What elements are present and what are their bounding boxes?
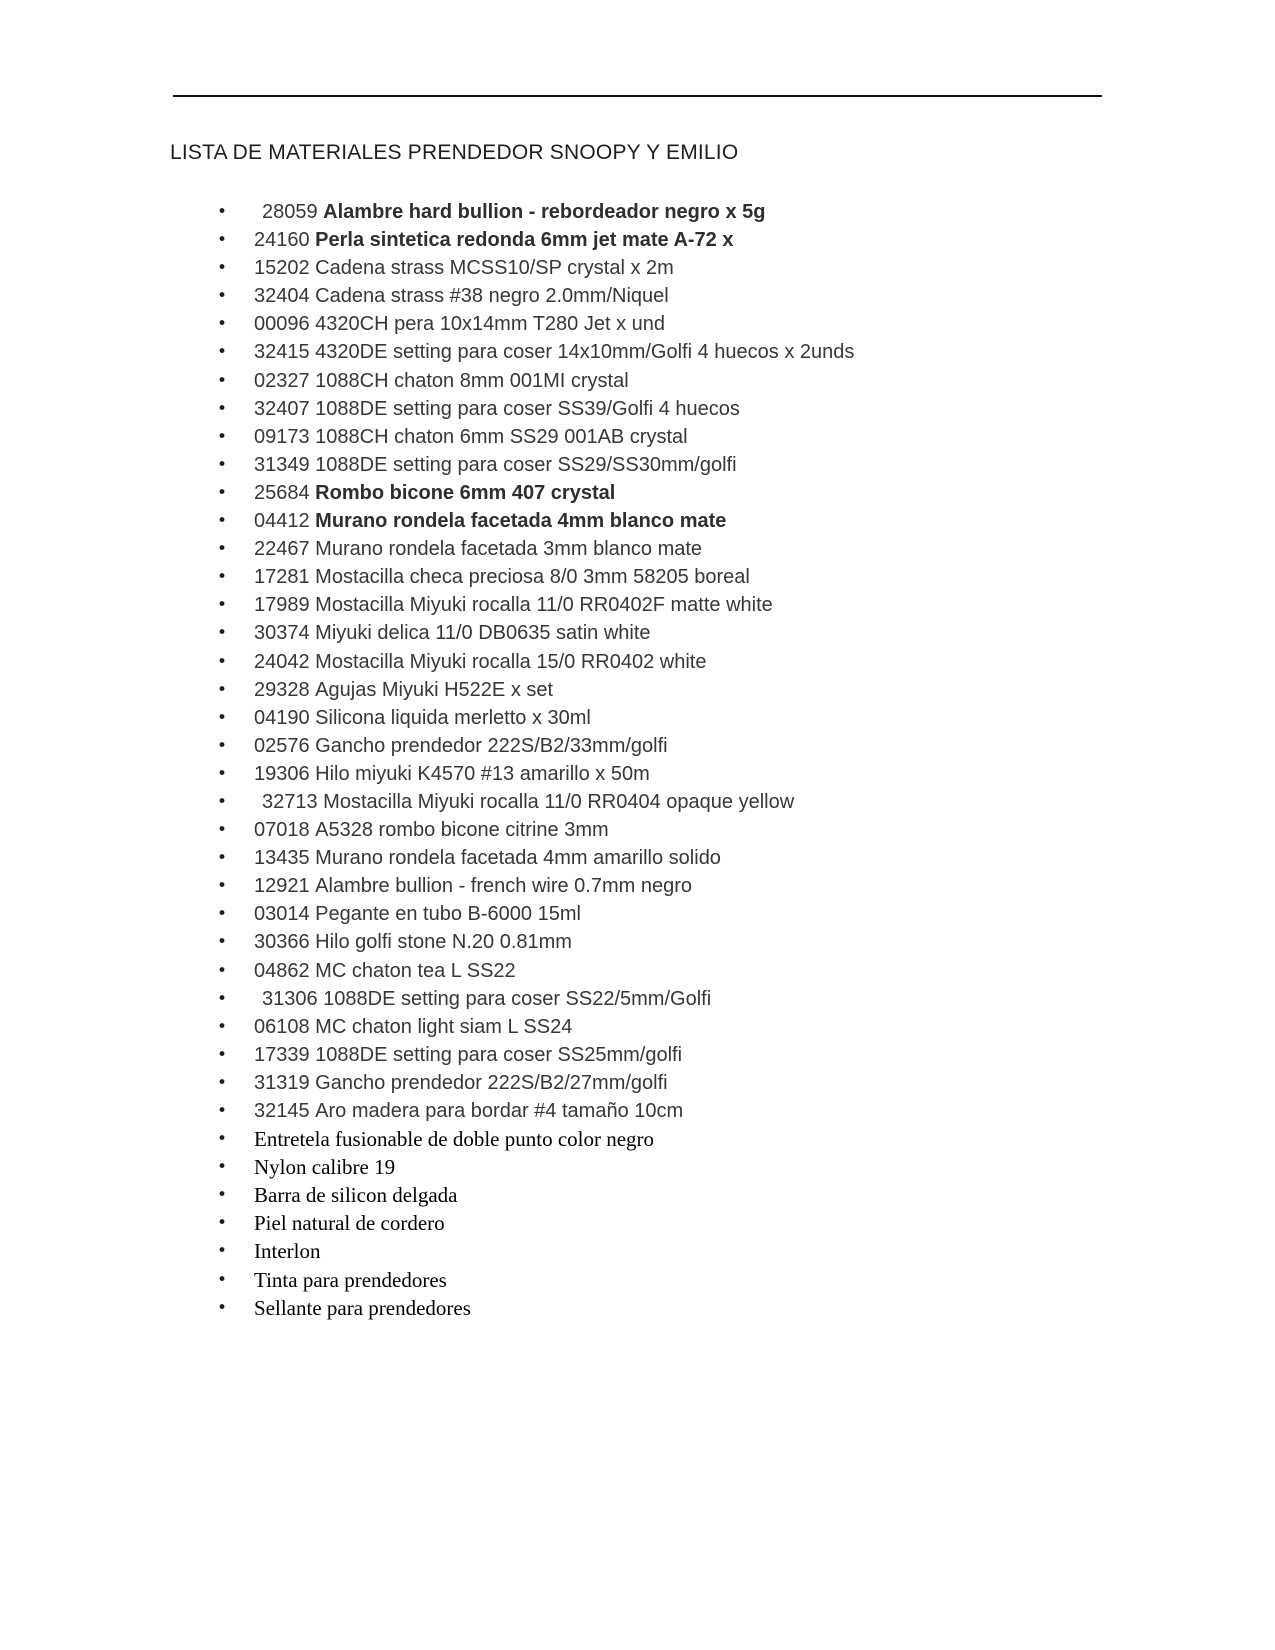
bullet-icon: • (216, 707, 228, 728)
list-item (170, 226, 1160, 254)
list-item (170, 788, 1160, 816)
list-item (170, 338, 1160, 366)
item-text (254, 507, 726, 535)
list-item (170, 732, 1160, 760)
item-description: Cadena strass #38 negro 2.0mm/Niquel (315, 285, 669, 308)
item-description: Mostacilla Miyuki rocalla 11/0 RR0404 opaque yellow (323, 790, 795, 813)
item-code: 32145 (254, 1100, 316, 1122)
item-code: 07018 (254, 819, 316, 842)
bullet-icon: • (216, 454, 228, 475)
item-code: 12921 (254, 875, 316, 898)
item-code: 02576 (254, 734, 316, 757)
item-description: Sellante para prendedores (254, 1295, 471, 1320)
item-description: 1088CH chaton 8mm 001MI crystal (315, 369, 629, 392)
item-text (254, 732, 668, 760)
bullet-icon: • (216, 1157, 228, 1178)
bullet-icon: • (216, 932, 228, 953)
item-description: Alambre bullion - french wire 0.7mm negro (315, 875, 692, 898)
item-code: 17339 (254, 1043, 316, 1066)
list-item (170, 1097, 1160, 1125)
item-code: 31306 (262, 987, 324, 1010)
item-code: 31349 (254, 453, 316, 476)
item-text (254, 619, 651, 647)
item-description: Rombo bicone 6mm 407 crystal (315, 481, 616, 504)
item-description: Mostacilla Miyuki rocalla 11/0 RR0402F matte white (315, 594, 773, 617)
bullet-icon: • (216, 1213, 228, 1234)
bullet-icon: • (216, 286, 228, 307)
list-item (170, 1181, 1160, 1209)
bullet-icon: • (216, 1297, 228, 1318)
item-text (254, 900, 581, 928)
item-text (254, 254, 674, 282)
item-description: Hilo golfi stone N.20 0.81mm (315, 931, 572, 954)
bullet-icon: • (216, 735, 228, 756)
bullet-icon: • (216, 314, 228, 335)
bullet-icon: • (216, 398, 228, 419)
bullet-icon: • (216, 370, 228, 391)
item-description: Gancho prendedor 222S/B2/33mm/golfi (315, 734, 668, 757)
item-text (254, 1237, 320, 1265)
item-text (254, 1294, 471, 1322)
item-description: A5328 rombo bicone citrine 3mm (315, 819, 609, 842)
item-code: 30366 (254, 931, 316, 954)
item-code: 17989 (254, 594, 316, 617)
bullet-icon: • (216, 623, 228, 644)
list-item (170, 760, 1160, 788)
list-item (170, 423, 1160, 451)
bullet-icon: • (216, 258, 228, 279)
bullet-icon: • (216, 1241, 228, 1262)
list-item (170, 676, 1160, 704)
bullet-icon: • (216, 876, 228, 897)
item-description: 4320DE setting para coser 14x10mm/Golfi 4 huecos x 2unds (315, 341, 855, 364)
bullet-icon: • (216, 960, 228, 981)
item-text (254, 1266, 447, 1294)
item-code: 04412 (254, 510, 316, 533)
bullet-icon: • (216, 1101, 228, 1121)
item-text (254, 816, 609, 844)
list-item (170, 535, 1160, 563)
item-text (254, 423, 688, 451)
item-code: 03014 (254, 903, 316, 926)
item-text (254, 788, 794, 816)
item-text (254, 1181, 458, 1209)
item-text (254, 1013, 572, 1041)
item-text (254, 451, 737, 479)
item-description: Tinta para prendedores (254, 1267, 447, 1292)
item-code: 24160 (254, 229, 316, 252)
bullet-icon: • (216, 539, 228, 560)
bullet-icon: • (216, 1129, 228, 1150)
item-description: 1088DE setting para coser SS25mm/golfi (315, 1043, 683, 1066)
item-code: 13435 (254, 847, 316, 870)
bullet-icon: • (216, 230, 228, 251)
item-text (254, 1209, 445, 1237)
bullet-icon: • (216, 482, 228, 503)
list-item (170, 254, 1160, 282)
bullet-icon: • (216, 988, 228, 1009)
item-description: Murano rondela facetada 3mm blanco mate (315, 538, 703, 561)
item-description: Silicona liquida merletto x 30ml (315, 706, 591, 729)
list-item (170, 1294, 1160, 1322)
list-item (170, 1013, 1160, 1041)
list-item (170, 957, 1160, 985)
list-item (170, 563, 1160, 591)
bullet-icon: • (216, 1016, 228, 1037)
item-text (254, 676, 553, 704)
bullet-icon: • (216, 679, 228, 700)
list-item (170, 648, 1160, 676)
item-code: 00096 (254, 313, 316, 336)
item-description: MC chaton tea L SS22 (315, 959, 516, 982)
item-text (254, 928, 572, 956)
item-description: Mostacilla checa preciosa 8/0 3mm 58205 boreal (315, 566, 750, 589)
item-description: Pegante en tubo B-6000 15ml (315, 903, 581, 926)
list-item (170, 591, 1160, 619)
item-text (254, 844, 721, 872)
item-text (254, 338, 854, 366)
list-item (170, 1069, 1160, 1097)
item-code: 29328 (254, 678, 316, 701)
item-text (254, 282, 669, 310)
list-item (170, 844, 1160, 872)
list-item (170, 310, 1160, 338)
list-item (170, 198, 1160, 226)
item-text (254, 760, 650, 788)
materials-list (170, 198, 1160, 1322)
item-text (254, 872, 692, 900)
item-code: 24042 (254, 650, 316, 673)
bullet-icon: • (216, 904, 228, 925)
bullet-icon: • (216, 567, 228, 588)
bullet-icon: • (216, 791, 228, 812)
bullet-icon: • (216, 763, 228, 784)
item-text (254, 1069, 668, 1097)
item-description: Piel natural de cordero (254, 1211, 445, 1236)
list-item (170, 1125, 1160, 1153)
bullet-icon: • (216, 342, 228, 363)
item-description: Miyuki delica 11/0 DB0635 satin white (315, 622, 651, 645)
item-description: Interlon (254, 1239, 321, 1264)
item-text (254, 1041, 682, 1069)
list-item (170, 451, 1160, 479)
item-code: 32415 (254, 341, 316, 364)
list-item (170, 1266, 1160, 1294)
item-text (254, 198, 765, 226)
bullet-icon: • (216, 595, 228, 616)
item-text (254, 985, 711, 1013)
item-code: 09173 (254, 425, 316, 448)
list-item (170, 900, 1160, 928)
item-code: 32404 (254, 285, 316, 308)
item-description: Nylon calibre 19 (254, 1155, 396, 1180)
item-text (254, 395, 740, 423)
item-description: 4320CH pera 10x14mm T280 Jet x und (315, 313, 666, 336)
item-description: Murano rondela facetada 4mm amarillo solido (315, 847, 721, 870)
item-description: 1088DE setting para coser SS39/Golfi 4 huecos (315, 397, 740, 420)
item-code: 32407 (254, 397, 316, 420)
item-description: Agujas Miyuki H522E x set (315, 678, 554, 701)
item-text (254, 226, 733, 254)
bullet-icon: • (216, 202, 228, 222)
list-item (170, 282, 1160, 310)
list-item (170, 395, 1160, 423)
item-description: Entretela fusionable de doble punto color negro (254, 1127, 655, 1152)
list-item (170, 704, 1160, 732)
item-description: Cadena strass MCSS10/SP crystal x 2m (315, 257, 674, 280)
page-title: LISTA DE MATERIALES PRENDEDOR SNOOPY Y EMILIO (170, 141, 739, 164)
item-code: 31319 (254, 1071, 316, 1094)
list-item (170, 985, 1160, 1013)
item-text (254, 1153, 395, 1181)
list-item (170, 816, 1160, 844)
item-text (254, 367, 629, 395)
item-text (254, 704, 591, 732)
header-rule (173, 95, 1102, 97)
item-code: 02327 (254, 369, 316, 392)
item-code: 25684 (254, 481, 316, 504)
list-item (170, 1153, 1160, 1181)
item-text (254, 479, 615, 507)
item-description: 1088CH chaton 6mm SS29 001AB crystal (315, 425, 688, 448)
bullet-icon: • (216, 1185, 228, 1206)
item-text (254, 648, 706, 676)
list-item (170, 479, 1160, 507)
item-description: Perla sintetica redonda 6mm jet mate A-72 x (315, 229, 734, 252)
bullet-icon: • (216, 848, 228, 869)
item-text (254, 535, 702, 563)
bullet-icon: • (216, 511, 228, 532)
item-description: Aro madera para bordar #4 tamaño 10cm (315, 1100, 684, 1122)
bullet-icon: • (216, 1044, 228, 1065)
item-code: 30374 (254, 622, 316, 645)
item-code: 28059 (262, 201, 324, 223)
item-code: 17281 (254, 566, 316, 589)
item-text (254, 957, 516, 985)
bullet-icon: • (216, 1072, 228, 1093)
item-description: Barra de silicon delgada (254, 1183, 458, 1208)
item-code: 32713 (262, 790, 324, 813)
bullet-icon: • (216, 1269, 228, 1290)
item-code: 06108 (254, 1015, 316, 1038)
item-code: 19306 (254, 762, 316, 785)
item-code: 04190 (254, 706, 316, 729)
bullet-icon: • (216, 651, 228, 672)
list-item (170, 1209, 1160, 1237)
item-code: 22467 (254, 538, 316, 561)
item-description: Alambre hard bullion - rebordeador negro x 5g (323, 201, 766, 223)
item-description: Gancho prendedor 222S/B2/27mm/golfi (315, 1071, 668, 1094)
list-item (170, 1041, 1160, 1069)
item-description: 1088DE setting para coser SS22/5mm/Golfi (323, 987, 712, 1010)
item-text (254, 310, 665, 338)
item-text (254, 1097, 683, 1125)
item-text (254, 1125, 654, 1153)
list-item (170, 619, 1160, 647)
item-code: 04862 (254, 959, 316, 982)
list-item (170, 1237, 1160, 1265)
list-item (170, 872, 1160, 900)
list-item (170, 507, 1160, 535)
item-code: 15202 (254, 257, 316, 280)
list-item (170, 928, 1160, 956)
item-description: Murano rondela facetada 4mm blanco mate (315, 510, 727, 533)
item-text (254, 591, 773, 619)
item-description: 1088DE setting para coser SS29/SS30mm/golfi (315, 453, 737, 476)
item-description: Mostacilla Miyuki rocalla 15/0 RR0402 white (315, 650, 707, 673)
bullet-icon: • (216, 820, 228, 841)
item-description: MC chaton light siam L SS24 (315, 1015, 573, 1038)
item-description: Hilo miyuki K4570 #13 amarillo x 50m (315, 762, 650, 785)
item-text (254, 563, 750, 591)
bullet-icon: • (216, 426, 228, 447)
list-item (170, 367, 1160, 395)
